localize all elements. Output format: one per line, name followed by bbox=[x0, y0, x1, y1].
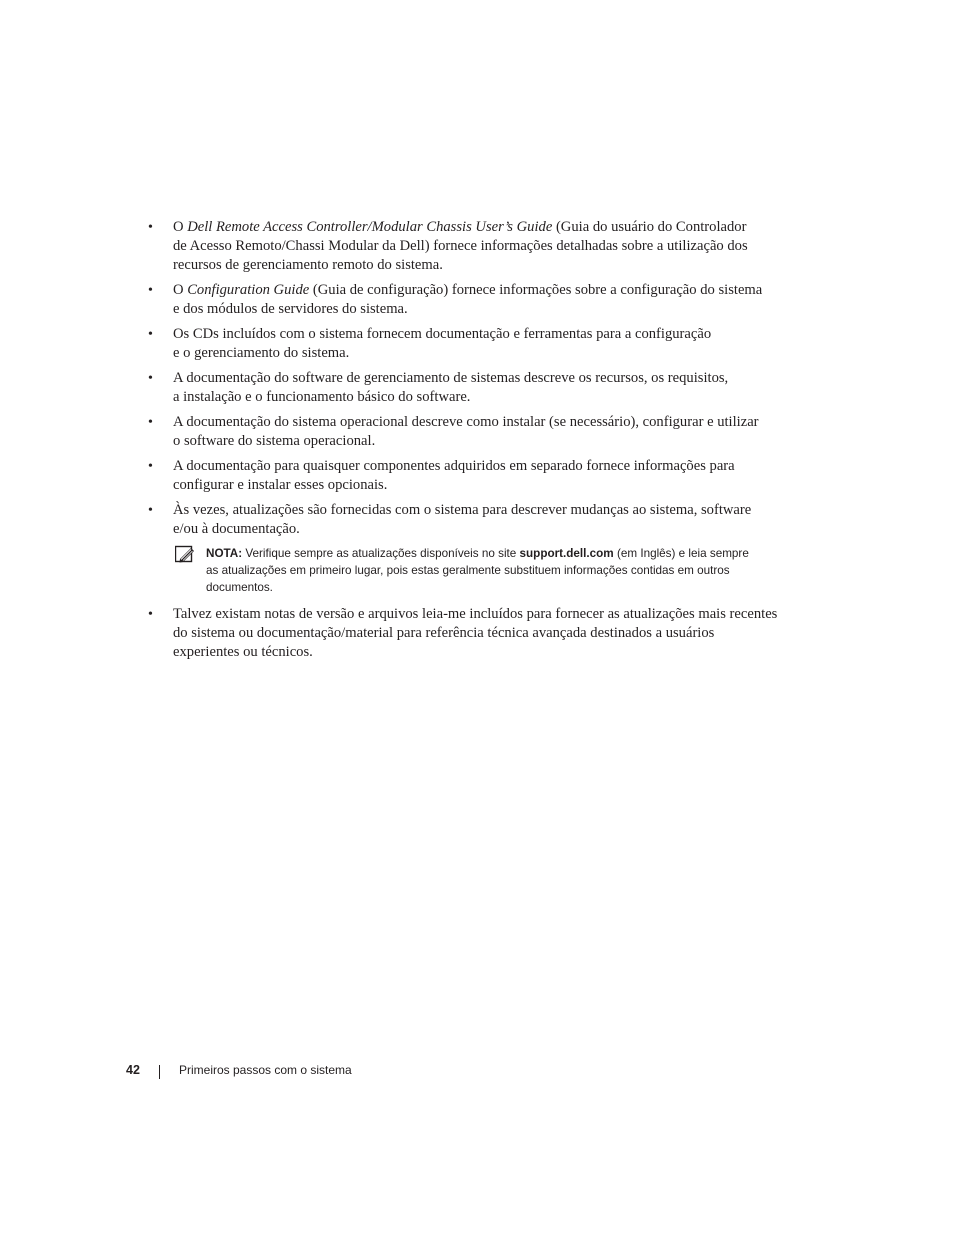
bullet-icon: • bbox=[148, 458, 153, 474]
support-link[interactable]: support.dell.com bbox=[519, 546, 614, 560]
bullet-icon: • bbox=[148, 220, 153, 235]
note-text: Verifique sempre as atualizações disponíveis no site bbox=[242, 546, 520, 560]
footer-divider bbox=[159, 1065, 160, 1079]
bullet-icon: • bbox=[148, 502, 153, 518]
page-number: 42 bbox=[126, 1063, 140, 1077]
book-title: Configuration Guide bbox=[187, 282, 310, 299]
text: A documentação do sistema operacional descreve como instalar (se necessário), configurar e utilizar o software do sistema operacional. bbox=[173, 413, 759, 450]
list-item bbox=[147, 218, 817, 276]
text: (Guia de configuração) fornece informações sobre a configuração do sistema e dos módulos de servidores do sistema. bbox=[173, 282, 763, 318]
page-footer bbox=[126, 1061, 352, 1079]
bullet-list bbox=[147, 218, 817, 539]
text: (Guia do usuário do Controlador de Acesso Remoto/Chassi Modular da Dell) fornece informações detalhadas sobre a utilização dos recursos de gerenciamento remoto do sistema. bbox=[173, 219, 748, 274]
bullet-icon: • bbox=[148, 606, 153, 622]
note-box bbox=[147, 545, 817, 596]
book-title: Dell Remote Access Controller/Modular Chassis User’s Guide bbox=[187, 219, 553, 235]
list-item bbox=[147, 369, 817, 407]
document-body bbox=[147, 218, 817, 668]
bullet-icon: • bbox=[148, 327, 153, 343]
pencil-note-icon bbox=[175, 545, 195, 563]
note-label: NOTA: bbox=[206, 546, 243, 560]
footer-chapter-title: Primeiros passos com o sistema bbox=[179, 1063, 352, 1077]
note-text: (em Inglês) e leia sempre as atualizações em primeiro lugar, pois estas geralmente substituem informações contidas em outros documentos. bbox=[206, 546, 749, 594]
bullet-icon: • bbox=[148, 283, 153, 299]
list-item bbox=[147, 605, 817, 663]
list-item bbox=[147, 457, 817, 495]
text: A documentação para quaisquer componentes adquiridos em separado fornece informações para configurar e instalar esses opcionais. bbox=[173, 457, 735, 493]
text: Talvez existam notas de versão e arquivos leia-me incluídos para fornecer as atualizações mais recentes do sistema ou documentação/material para referência técnica avançada destinados a usuários experientes ou técnicos. bbox=[173, 605, 778, 660]
text: O bbox=[173, 219, 188, 235]
text: Os CDs incluídos com o sistema fornecem documentação e ferramentas para a configuração e o gerenciamento do sistema. bbox=[173, 326, 712, 362]
list-item bbox=[147, 281, 817, 319]
bullet-icon: • bbox=[148, 370, 153, 386]
list-item bbox=[147, 325, 817, 363]
text: Às vezes, atualizações são fornecidas com o sistema para descrever mudanças ao sistema, software e/ou à documentação. bbox=[173, 501, 752, 537]
bullet-list bbox=[147, 605, 817, 663]
text: O bbox=[173, 282, 188, 299]
text: A documentação do software de gerenciamento de sistemas descreve os recursos, os requisitos, a instalação e o funcionamento básico do software. bbox=[173, 369, 729, 406]
list-item bbox=[147, 413, 817, 451]
list-item bbox=[147, 501, 817, 539]
bullet-icon: • bbox=[148, 414, 153, 430]
